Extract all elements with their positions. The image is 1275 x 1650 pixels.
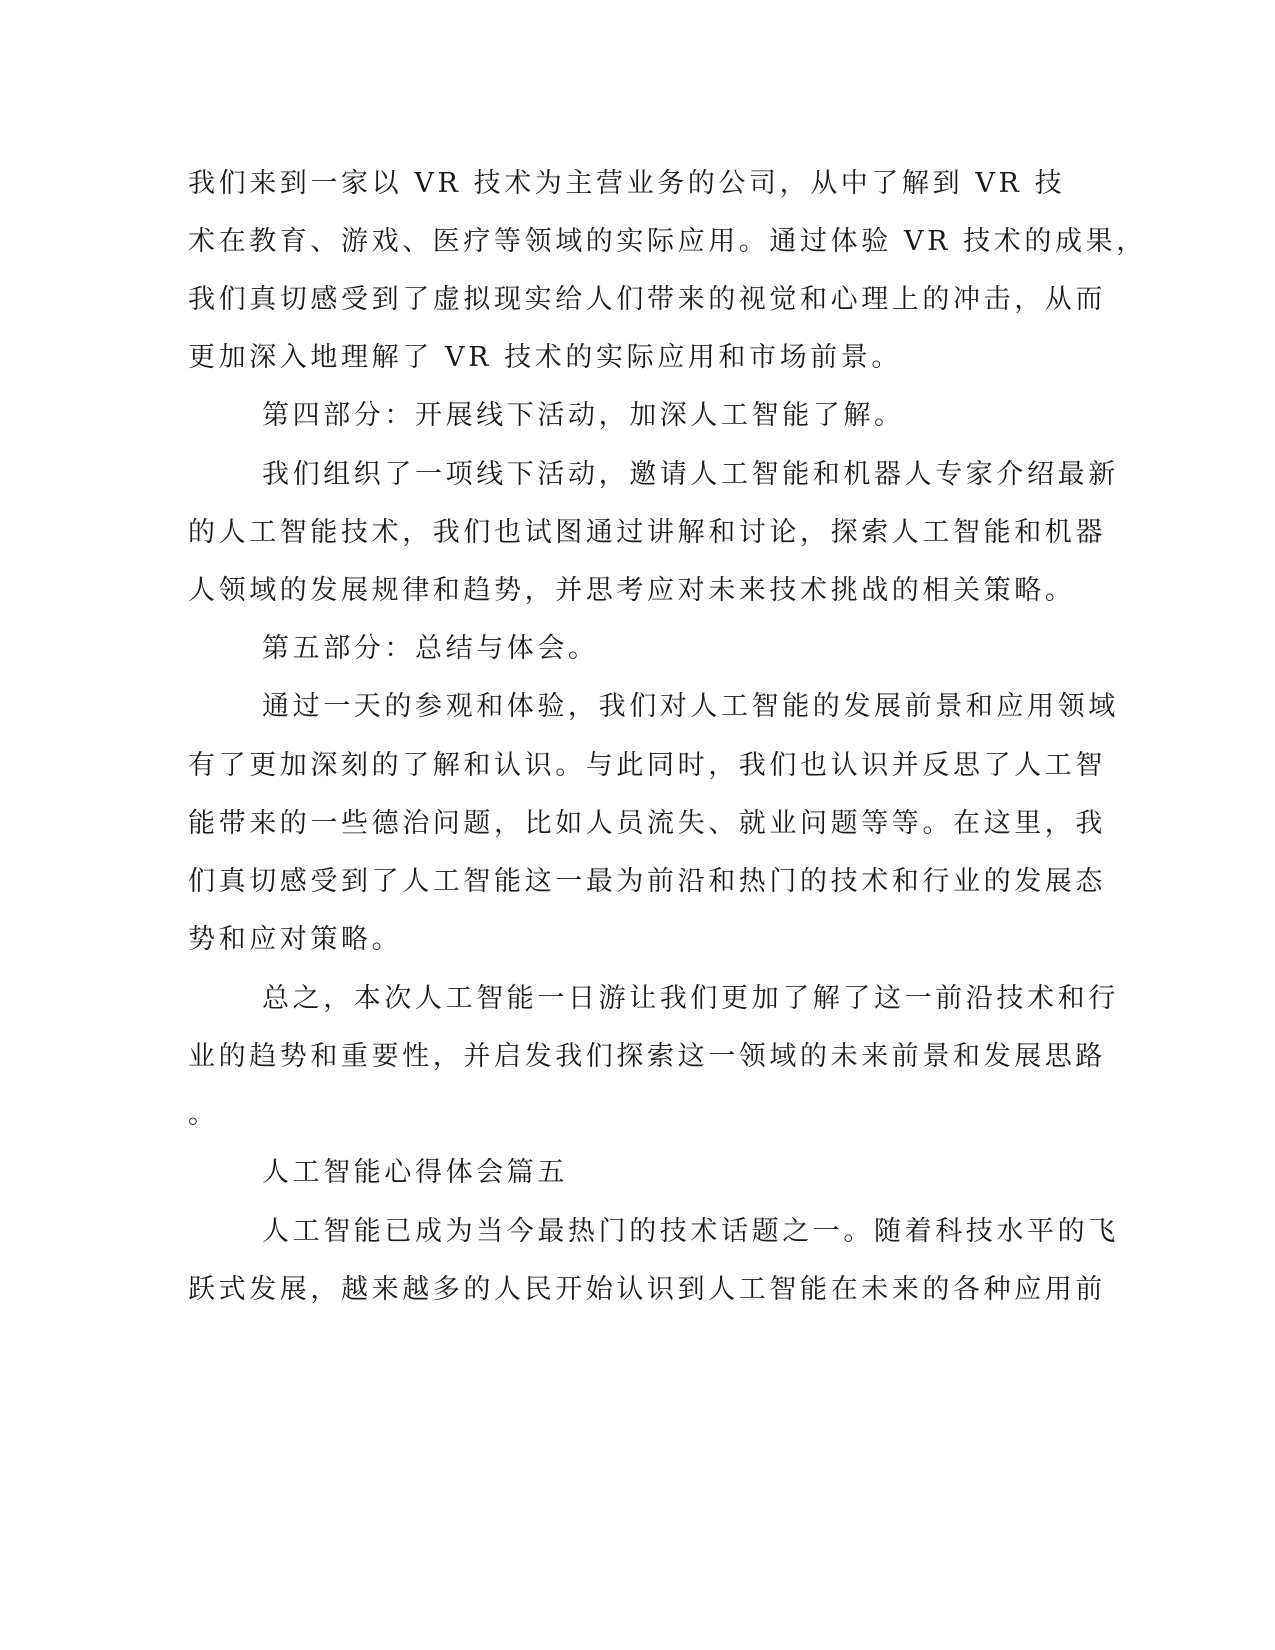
- text-line: 更加深入地理解了 VR 技术的实际应用和市场前景。: [188, 342, 902, 373]
- text-line: 总之，本次人工智能一日游让我们更加了解了这一前沿技术和行: [262, 983, 1119, 1014]
- text-line: 我们真切感受到了虚拟现实给人们带来的视觉和心理上的冲击，从而: [188, 284, 1106, 315]
- text-line: 势和应对策略。: [188, 924, 403, 955]
- text-line: 的人工智能技术，我们也试图通过讲解和讨论，探索人工智能和机器: [188, 517, 1106, 548]
- section-heading: 第五部分：总结与体会。: [262, 633, 599, 664]
- section-title: 人工智能心得体会篇五: [262, 1157, 568, 1188]
- text-line: 人工智能已成为当今最热门的技术话题之一。随着科技水平的飞: [262, 1216, 1119, 1247]
- text-line: 们真切感受到了人工智能这一最为前沿和热门的技术和行业的发展态: [188, 866, 1106, 897]
- text-line: 术在教育、游戏、医疗等领域的实际应用。通过体验 VR 技术的成果，: [188, 226, 1147, 257]
- text-line: 能带来的一些德治问题，比如人员流失、就业问题等等。在这里，我: [188, 808, 1106, 839]
- text-line: 业的趋势和重要性，并启发我们探索这一领域的未来前景和发展思路: [188, 1041, 1106, 1072]
- text-line: 有了更加深刻的了解和认识。与此同时，我们也认识并反思了人工智: [188, 750, 1106, 781]
- section-heading: 第四部分：开展线下活动，加深人工智能了解。: [262, 400, 905, 431]
- text-line: 我们来到一家以 VR 技术为主营业务的公司，从中了解到 VR 技: [188, 168, 1066, 199]
- text-line: 我们组织了一项线下活动，邀请人工智能和机器人专家介绍最新: [262, 459, 1119, 490]
- text-line: 。: [188, 1099, 219, 1130]
- text-line: 通过一天的参观和体验，我们对人工智能的发展前景和应用领域: [262, 691, 1119, 722]
- text-line: 跃式发展，越来越多的人民开始认识到人工智能在未来的各种应用前: [188, 1274, 1106, 1305]
- text-line: 人领域的发展规律和趋势，并思考应对未来技术挑战的相关策略。: [188, 575, 1076, 606]
